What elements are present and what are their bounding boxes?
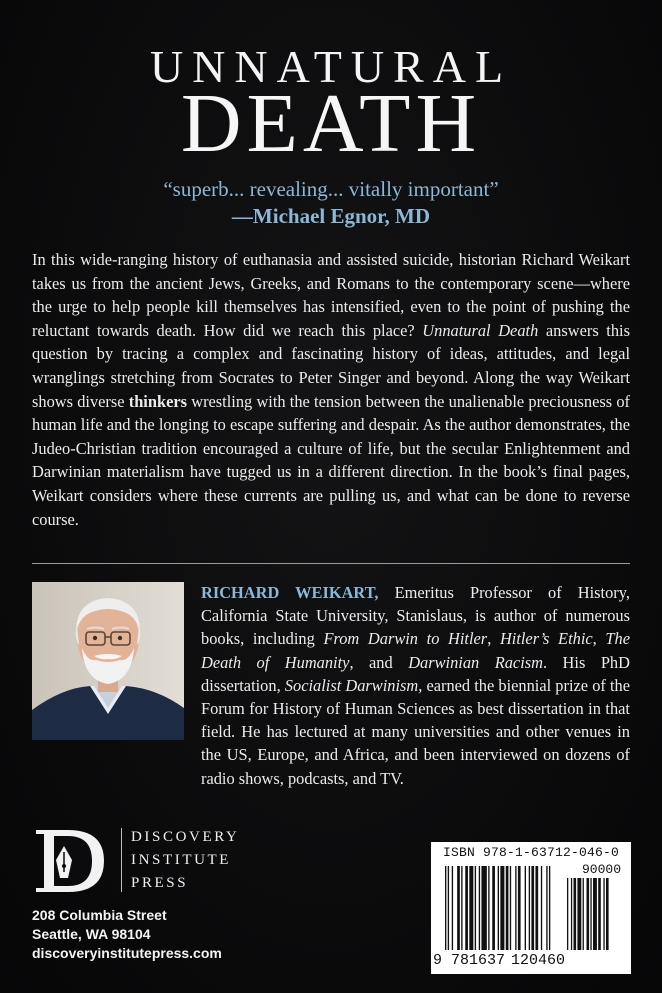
price-bar [593,878,597,950]
bio-sep-3: , and [349,652,409,672]
barcode-bar [531,866,534,950]
barcode-bar [525,866,526,950]
barcode-bar [475,866,476,950]
author-bio [201,581,630,790]
barcode-bar [498,866,499,950]
barcode-bar [492,866,495,950]
price-bar [603,878,604,950]
address-city: Seattle, WA 98104 [32,926,151,942]
bio-text-3: , earned the biennial prize of the Forum for History of Human Sciences as best dissertation in that field. He has lectured at many universities and other venues in the US, Europe, and Africa, and been interviewed on dozens of radio shows, podcasts, and TV. [201,675,630,788]
price-bar [567,878,568,950]
barcode-bar [510,866,511,950]
price-bar [574,878,577,950]
barcode-bar [488,866,489,950]
price-bar [583,878,584,950]
book-description [32,248,630,531]
publisher-line-3: PRESS [131,875,189,891]
price-code: 90000 [581,862,621,877]
dissertation-title: Socialist Darwinism [284,675,419,695]
bio-text-2: . His PhD dissertation, [201,652,630,695]
barcode-bar [500,866,504,950]
barcode-bar [518,866,521,950]
bio-text-1: Emeritus Professor of History, California State University, Stanislaus, is author of numerous books, including [201,583,630,649]
isbn-number: ISBN 978-1-63712-046-0 [442,845,620,860]
title-line-2: DEATH [180,77,482,170]
book-title-3: The Death of Humanity [201,629,630,672]
book-title-4: Darwinian Racism [408,652,543,672]
barcode-bar [461,866,462,950]
barcode-bar [465,866,468,950]
barcode-bar [457,866,460,950]
book-title-2: Hitler’s Ethic [499,629,593,649]
discovery-press-logo-icon [32,826,116,896]
ean-right-digits: 120460 [511,952,566,969]
ean-first-digit: 9 [433,952,443,969]
endorsement-attribution: —Michael Egnor, MD [231,203,431,228]
barcode-bar [529,866,530,950]
description-bold-word: thinkers [128,391,188,411]
barcode-bars [439,864,623,954]
barcode-bar [469,866,473,950]
isbn-barcode [431,842,631,974]
barcode-bar [445,866,446,950]
endorsement-quote: “superb... revealing... vitally important” [163,177,499,201]
price-bar [577,878,581,950]
logo-divider [121,828,122,892]
barcode-bar [549,866,550,950]
description-text-3: wrestling with the tension between the unalienable preciousness of human life and the longing to escape suffering and despair. As the author demonstrates, the Judeo-Christian tradition encouraged a culture of life, but the secular Enlightenment and Darwinian materialism have tugged us in a different direction. In the book’s final pages, Weikart considers where these currents are pulling us, and what can be done to reverse course. [32,391,630,529]
publisher-line-2: INSTITUTE [131,852,232,868]
barcode-bar [448,866,449,950]
author-name: RICHARD WEIKART, [201,583,379,602]
barcode-bar [541,866,542,950]
price-bar [606,878,609,950]
author-photo [32,582,184,740]
price-bar [598,878,601,950]
ean-left-digits: 781637 [451,952,506,969]
barcode-bar [479,866,480,950]
barcode-bar [546,866,547,950]
endorsement [0,176,662,230]
description-text-1: In this wide-ranging history of euthanasia and assisted suicide, historian Richard Weikart takes us from the ancient Jews, Greeks, and Romans to the contemporary scene—where the urge to help people kill themselves has intensified, even to the point of pushing the reluctant towards death. How did we reach this place? [32,250,630,340]
book-title-1: From Darwin to Hitler [323,629,488,649]
description-book-title: Unnatural Death [422,320,539,340]
barcode-bar [515,866,516,950]
section-divider [32,563,630,564]
price-bar [590,878,591,950]
title-line-1: UNNATURAL [149,41,513,92]
publisher-address [32,906,222,963]
barcode-bar [506,866,509,950]
description-text-2: answers this question by tracing a complex and fascinating history of ideas, attitudes, and legal wranglings stretching from Socrates to Peter Singer and beyond. Along the way Weikart shows diverse [32,320,630,411]
barcode-bar [481,866,486,950]
publisher-line-1: DISCOVERY [131,829,240,845]
bio-sep-1: , [487,629,500,649]
publisher-website: discoveryinstitutepress.com [32,945,222,961]
barcode-bar [535,866,538,950]
price-bar [571,878,572,950]
barcode-bar [452,866,453,950]
publisher-name [131,826,239,895]
address-street: 208 Columbia Street [32,907,167,923]
bio-sep-2: , [592,629,606,649]
price-bar [587,878,590,950]
